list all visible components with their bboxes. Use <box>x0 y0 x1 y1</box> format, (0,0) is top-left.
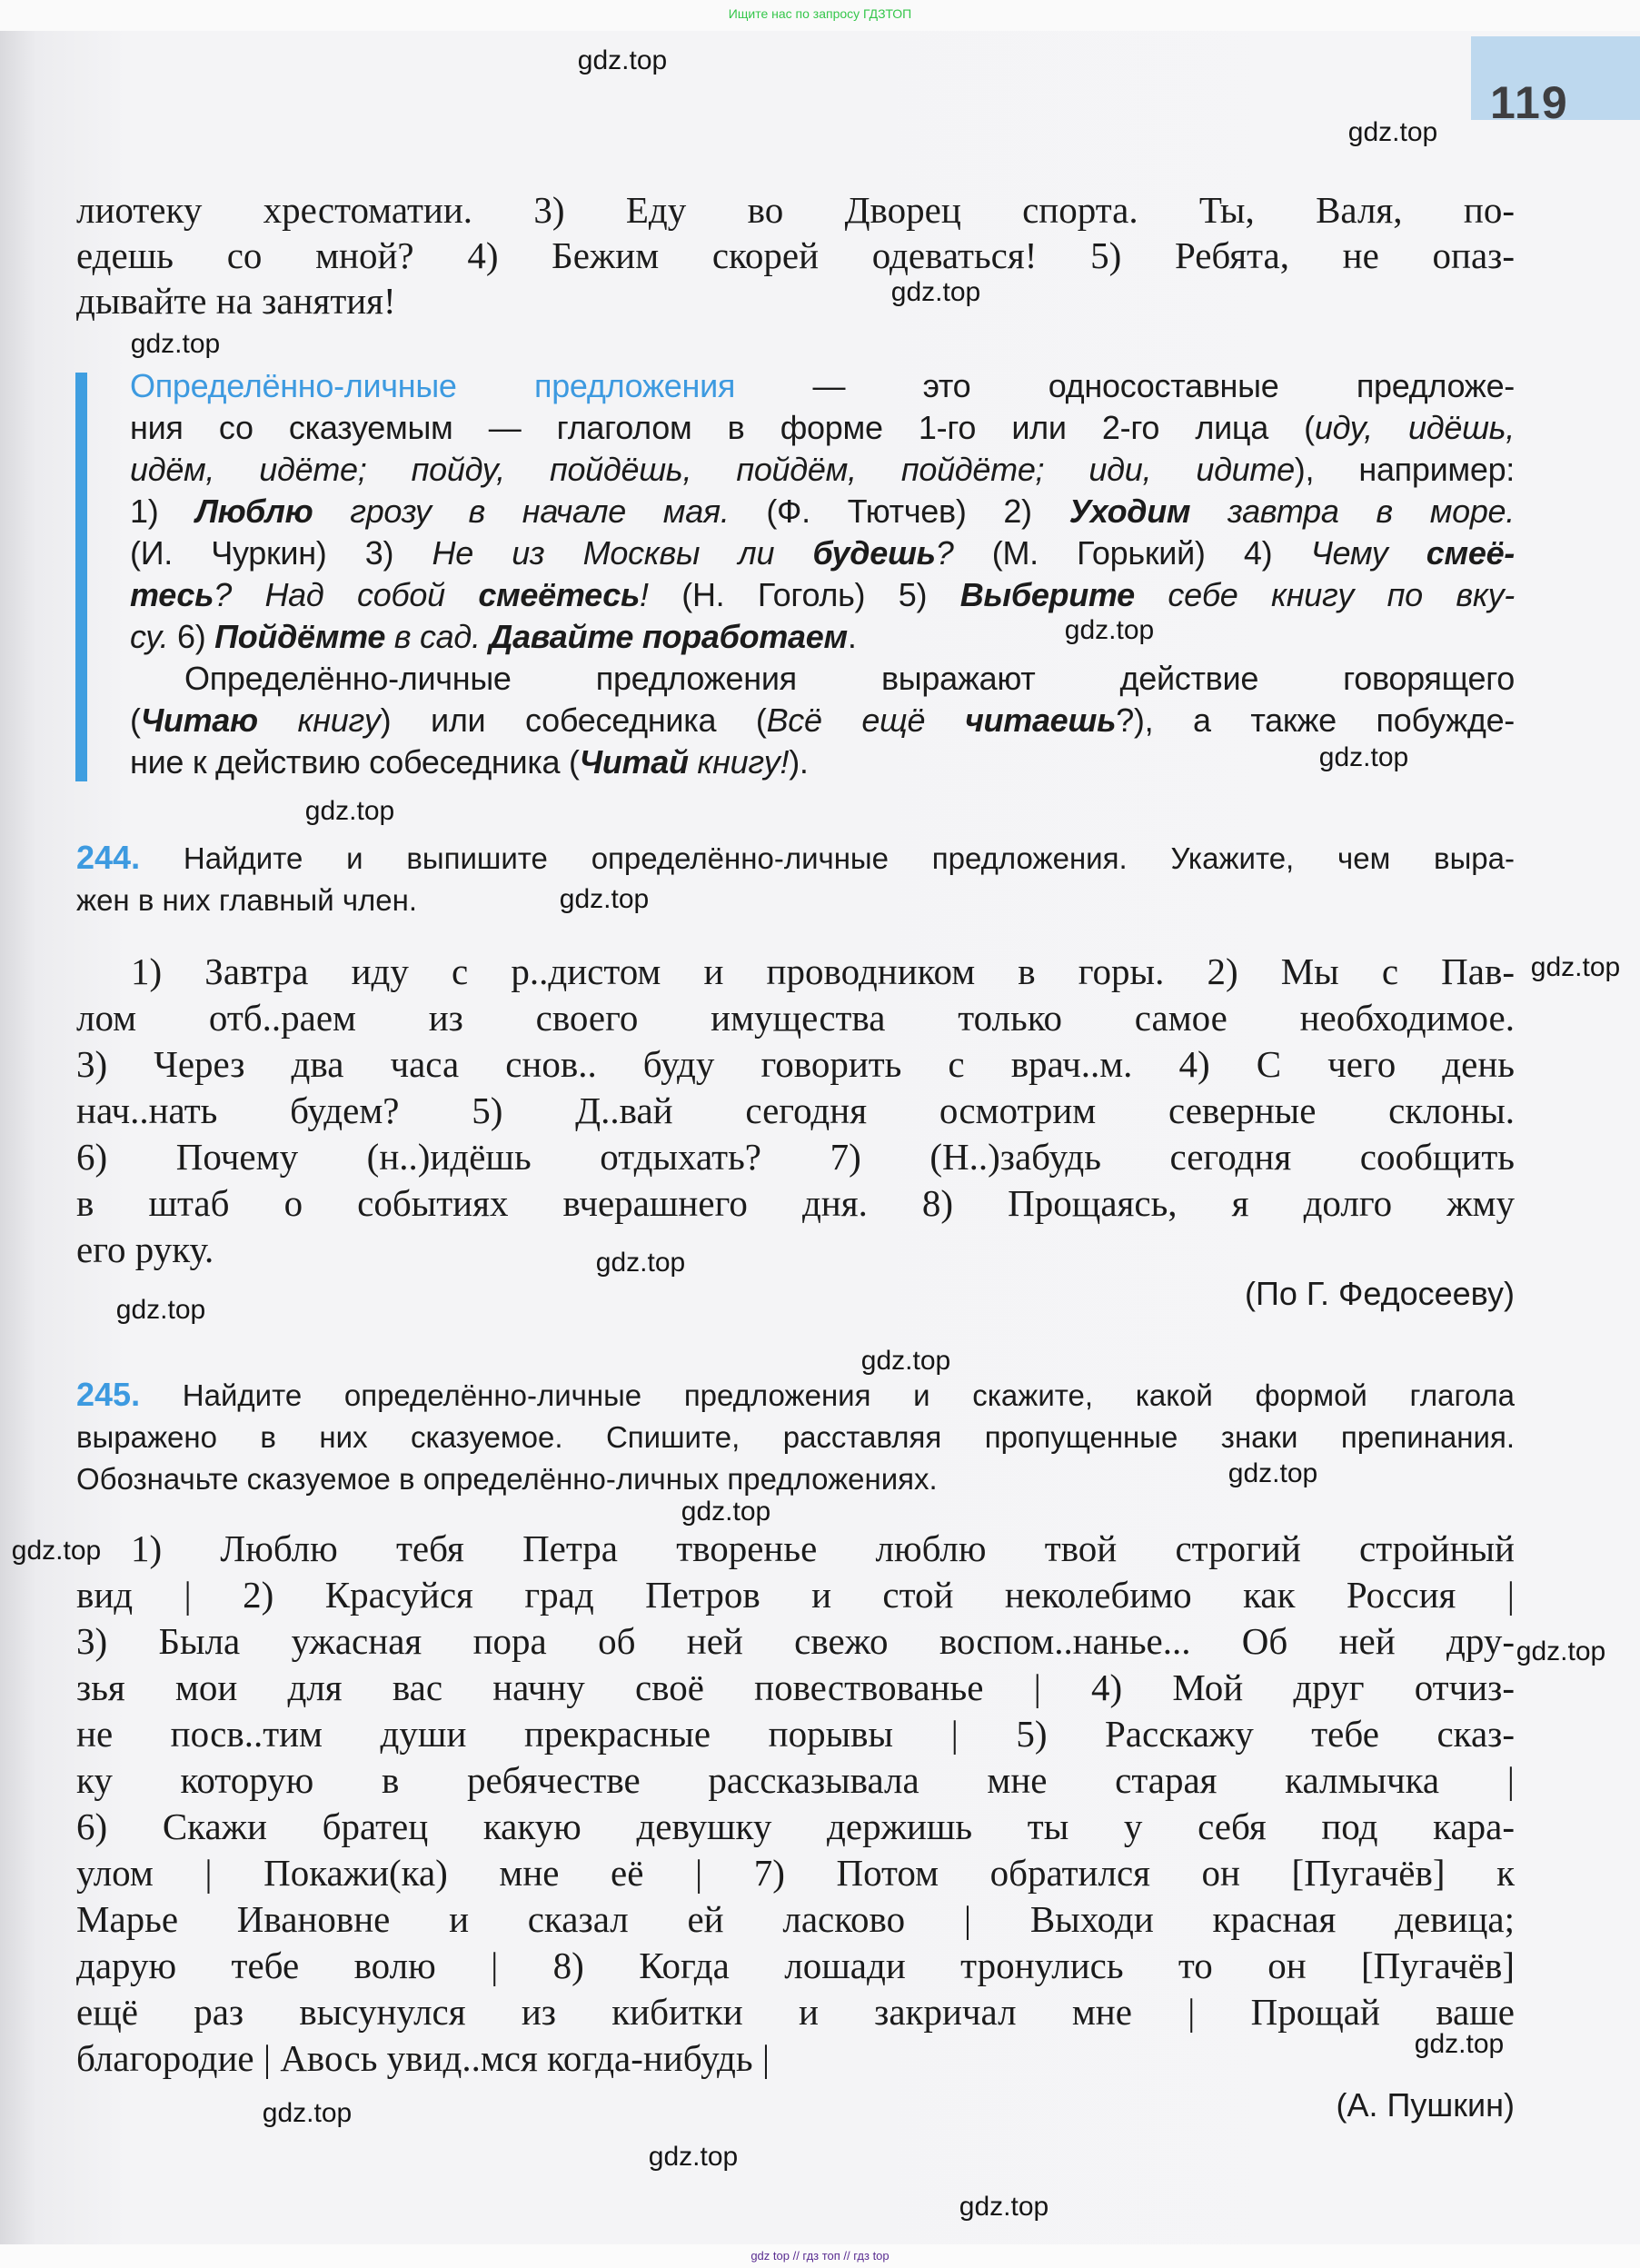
task-line: жен в них главный член. <box>76 883 418 917</box>
rule-text-segment: Определённо-личные предложения выражают действие говорящего <box>184 660 1515 697</box>
text-line: благородие | Авось увид..мся когда-нибудь | <box>76 2037 770 2079</box>
exercise-244-task <box>76 837 1515 921</box>
text-line: нач..нать будем? 5) Д..вай сегодня осмотрим северные склоны. <box>76 1089 1515 1131</box>
rule-text-segment: ?), а также побужде- <box>1116 701 1515 739</box>
watermark: gdz.top <box>595 1248 686 1278</box>
task-line: Обозначьте сказуемое в определённо-личных предложениях. <box>76 1462 938 1496</box>
task-line <box>76 1374 1515 1417</box>
watermark: gdz.top <box>115 1295 206 1325</box>
footer <box>0 2244 1640 2268</box>
text-line: 3) Была ужасная пора об ней свежо воспом..нанье... Об ней дру- <box>76 1620 1515 1662</box>
rule-text-segment: тесь <box>130 576 214 613</box>
watermark: gdz.top <box>1228 1458 1318 1488</box>
rule-text-line <box>130 616 1515 658</box>
task-text: Найдите и выпишите определённо-личные предложения. Укажите, чем выра- <box>183 841 1516 875</box>
rule-text-segment: ние к действию собеседника ( <box>130 743 580 781</box>
rule-text-line <box>130 365 1515 407</box>
watermark: gdz.top <box>1516 1636 1606 1666</box>
rule-text-line <box>130 407 1515 449</box>
watermark: gdz.top <box>1318 742 1409 772</box>
watermark: gdz.top <box>130 329 221 359</box>
rule-text-segment: Давайте поработаем <box>489 618 848 655</box>
rule-paragraph-1 <box>130 365 1515 658</box>
text-line: ещё раз высунулся из кибитки и закричал мне | Прощай ваше <box>76 1991 1515 2033</box>
rule-text-segment: смеётесь <box>478 576 641 613</box>
watermark: gdz.top <box>262 2098 353 2128</box>
rule-paragraph-2 <box>130 658 1515 783</box>
text-line: его руку. <box>76 1228 214 1270</box>
watermark: gdz.top <box>559 884 650 914</box>
exercise-245-text <box>76 1526 1515 2082</box>
rule-text-line <box>130 532 1515 574</box>
rule-text-segment: завтра в море. <box>1190 492 1515 530</box>
rule-text-segment: (И. Чуркин) 3) <box>130 534 432 572</box>
rule-text-segment: иду, идёшь, <box>1314 409 1515 446</box>
rule-text-segment: Всё ещё <box>766 701 965 739</box>
watermark: gdz.top <box>860 1346 951 1376</box>
rule-text-segment: Уходим <box>1068 492 1191 530</box>
rule-text-segment: ? <box>935 534 954 572</box>
rule-box <box>130 365 1515 783</box>
rule-text-segment: Читаю <box>140 701 258 739</box>
rule-text-segment: книгу <box>257 701 381 739</box>
watermark: gdz.top <box>304 796 395 826</box>
rule-text-line <box>130 574 1515 616</box>
text-line: дывайте на занятия! <box>76 280 396 322</box>
rule-text-segment: су. <box>130 618 169 655</box>
rule-text-segment: 6) <box>168 618 215 655</box>
rule-text-segment: (М. Горький) 4) <box>953 534 1311 572</box>
page-number: 119 <box>1490 77 1569 128</box>
text-line: едешь со мной? 4) Бежим скорей одеваться! 5) Ребята, не опаз- <box>76 234 1515 276</box>
rule-text-segment: ния со сказуемым — глаголом в форме 1-го или 2-го лица ( <box>130 409 1315 446</box>
rule-text-line <box>130 658 1515 700</box>
rule-text-segment: Чему <box>1310 534 1426 572</box>
watermark: gdz.top <box>577 45 668 75</box>
rule-text-segment: ! <box>640 576 649 613</box>
rule-text-segment: Выберите <box>959 576 1135 613</box>
rule-text-segment: Пойдёмте <box>214 618 386 655</box>
text-line: 6) Почему (н..)идёшь отдыхать? 7) (Н..)забудь сегодня сообщить <box>76 1136 1515 1178</box>
exercise-number: 245. <box>76 1376 141 1413</box>
watermark: gdz.top <box>959 2192 1049 2222</box>
text-line: лиотеку хрестоматии. 3) Еду во Дворец спорта. Ты, Валя, по- <box>76 189 1515 231</box>
top-banner-text: Ищите нас по запросу ГДЗТОП <box>728 6 912 21</box>
text-line: лом отб..раем из своего имущества только самое необходимое. <box>76 997 1515 1039</box>
rule-text-segment: Читай <box>579 743 689 781</box>
watermark: gdz.top <box>648 2142 739 2172</box>
exercise-245-author: (А. Пушкин) <box>1336 2086 1515 2124</box>
exercise-244-author: (По Г. Федосееву) <box>1245 1275 1515 1312</box>
rule-text-segment: ( <box>130 701 141 739</box>
text-line: 1) Завтра иду с р..дистом и проводником в горы. 2) Мы с Пав- <box>131 950 1515 992</box>
watermark: gdz.top <box>1347 117 1438 147</box>
text-line: в штаб о событиях вчерашнего дня. 8) Прощаясь, я долго жму <box>76 1182 1515 1224</box>
text-line: 1) Люблю тебя Петра творенье люблю твой строгий стройный <box>131 1527 1515 1569</box>
watermark: gdz.top <box>1064 615 1155 645</box>
text-line: вид | 2) Красуйся град Петров и стой неколебимо как Россия | <box>76 1574 1515 1616</box>
intro-paragraph <box>76 187 1515 323</box>
rule-text-segment: . <box>847 618 857 655</box>
rule-text-segment: (Ф. Тютчев) 2) <box>729 492 1069 530</box>
rule-text-segment: ), например: <box>1294 451 1515 488</box>
watermark: gdz.top <box>1530 952 1621 982</box>
watermark: gdz.top <box>681 1497 771 1527</box>
rule-text-segment: ) или собеседника ( <box>380 701 767 739</box>
watermark: gdz.top <box>890 277 981 307</box>
rule-text-line <box>130 491 1515 532</box>
text-line: 3) Через два часа снов.. буду говорить с врач..м. 4) С чего день <box>76 1043 1515 1085</box>
rule-text-segment: себе книгу по вку- <box>1134 576 1515 613</box>
rule-term: Определённо-личные предложения <box>130 367 736 404</box>
task-text: Найдите определённо-личные предложения и скажите, какой формой глагола <box>182 1378 1515 1412</box>
text-line: зья мои для вас начну своё повествованье | 4) Мой друг отчиз- <box>76 1666 1515 1708</box>
exercise-244-text <box>76 949 1515 1273</box>
rule-accent-bar <box>75 373 87 781</box>
text-line: 6) Скажи братец какую девушку держишь ты у себя под кара- <box>76 1805 1515 1847</box>
rule-text-segment: Не из Москвы ли <box>432 534 813 572</box>
watermark: gdz.top <box>1414 2029 1505 2059</box>
task-line: выражено в них сказуемое. Спишите, расставляя пропущенные знаки препинания. <box>76 1420 1515 1454</box>
rule-text-segment: — это односоставные предложе- <box>735 367 1515 404</box>
rule-text-segment: в сад. <box>385 618 490 655</box>
rule-text-line <box>130 449 1515 491</box>
rule-text-segment: 1) <box>130 492 196 530</box>
text-line: улом | Покажи(ка) мне её | 7) Потом обратился он [Пугачёв] к <box>76 1852 1515 1894</box>
exercise-number: 244. <box>76 839 141 876</box>
footer-text: gdz top // гдз топ // гдз top <box>750 2249 890 2263</box>
rule-text-segment: смеё- <box>1426 534 1515 572</box>
rule-text-segment: Люблю <box>195 492 313 530</box>
watermark: gdz.top <box>11 1536 102 1566</box>
text-line: не посв..тим души прекрасные порывы | 5) Расскажу тебе сказ- <box>76 1713 1515 1755</box>
rule-text-segment: грозу в начале мая. <box>313 492 730 530</box>
rule-text-segment: ? Над собой <box>214 576 479 613</box>
rule-text-segment: идём, идёте; пойду, пойдёшь, пойдём, пойдёте; иди, идите <box>130 451 1295 488</box>
rule-text-line <box>130 700 1515 741</box>
text-line: ку которую в ребячестве рассказывала мне старая калмычка | <box>76 1759 1515 1801</box>
text-line: дарую тебе волю | 8) Когда лошади тронулись то он [Пугачёв] <box>76 1945 1515 1986</box>
rule-text-segment: ). <box>789 743 809 781</box>
rule-text-segment: (Н. Гоголь) 5) <box>648 576 960 613</box>
rule-text-segment: читаешь <box>964 701 1117 739</box>
task-line <box>76 837 1515 880</box>
text-line: Марье Ивановне и сказал ей ласково | Выходи красная девица; <box>76 1898 1515 1940</box>
rule-text-line <box>130 741 1515 783</box>
rule-text-segment: будешь <box>812 534 936 572</box>
top-banner <box>0 0 1640 31</box>
rule-text-segment: книгу! <box>688 743 790 781</box>
